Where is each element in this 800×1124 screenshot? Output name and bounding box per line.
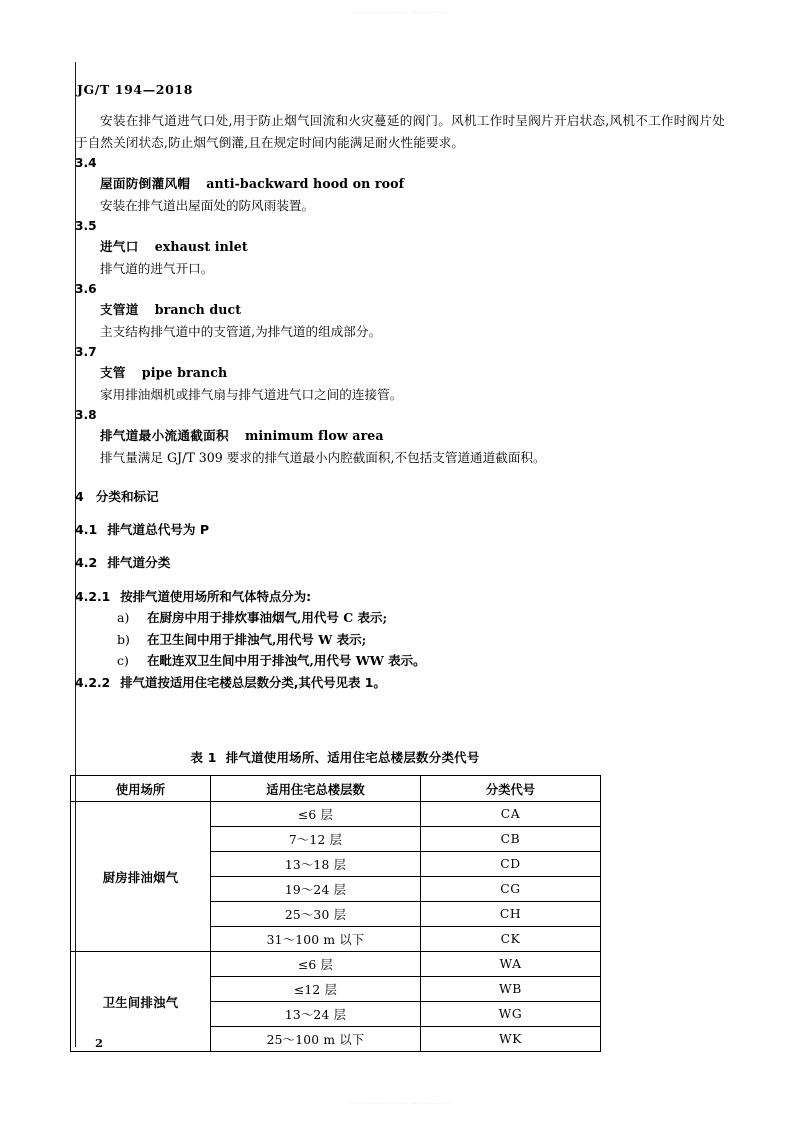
term-definition: 排气道的进气开口。 [100,260,214,276]
term-definition: 安装在排气道出屋面处的防风雨装置。 [100,197,315,213]
clause-4-2-2 [75,672,725,693]
list-item-letter: a) [117,610,130,625]
classification-table [70,775,601,1052]
table-header [71,776,601,802]
term-entry-3-8 [75,405,725,468]
table-caption-number: 表 1 [190,750,217,765]
term-name-cn: 进气口 [100,239,139,254]
term-entry-3-7 [75,342,725,405]
cell-code: CH [421,902,601,927]
section-number: 4 [75,489,84,504]
section-heading-4 [75,487,725,507]
table-body [71,802,601,1052]
table-row [71,802,601,827]
clause-text: 按排气道使用场所和气体特点分为: [120,589,312,604]
lettered-list [75,607,725,672]
column-header-floors: 适用住宅总楼层数 [211,776,421,802]
section-title: 分类和标记 [95,489,159,504]
cell-floors: ≤6 层 [211,802,421,827]
term-name-cn: 排气道最小流通截面积 [100,428,229,443]
list-item-text: 在毗连双卫生间中用于排浊气,用代号 WW 表示。 [147,653,426,668]
cell-code: WG [421,1002,601,1027]
term-heading [100,173,725,195]
running-head: JG/T 194—2018 [77,82,193,97]
cell-code: WK [421,1027,601,1052]
list-item-letter: b) [117,631,130,647]
heading-spacer [75,507,725,520]
term-name-en: exhaust inlet [154,239,248,254]
term-definition: 主支结构排气道中的支管道,为排气道的组成部分。 [100,323,382,339]
term-heading [100,236,725,258]
table-header-row [71,776,601,802]
list-item [117,607,725,629]
clause-number: 4.2.1 [75,589,111,604]
column-header-code: 分类代号 [421,776,601,802]
page-number: 2 [95,1036,104,1050]
cell-floors: ≤12 层 [211,977,421,1002]
table-row [71,952,601,977]
cell-code: CA [421,802,601,827]
list-item-text: 在厨房中用于排炊事油烟气,用代号 C 表示; [147,610,388,625]
term-name-en: anti-backward hood on roof [206,176,405,191]
section-title: 排气道总代号为 P [107,522,210,537]
clause-number: 4.2.2 [75,674,111,690]
clause-4-2-1 [75,586,725,607]
clause-number: 3.5 [75,219,97,233]
section-heading-4-2 [75,553,725,573]
cell-code: CG [421,877,601,902]
term-entry-3-6 [75,279,725,342]
section-number: 4.2 [75,555,98,570]
list-item [117,629,725,651]
heading-spacer [75,573,725,586]
term-name-cn: 支管道 [100,302,139,317]
section-number: 4.1 [75,522,98,537]
cell-floors: 7～12 层 [211,827,421,852]
term-definition: 排气量满足 GJ/T 309 要求的排气道最小内腔截面积,不包括支管道通道截面积。 [100,449,546,465]
list-item [117,650,725,672]
cell-floors: 19～24 层 [211,877,421,902]
watermark-top: ······················ ····· ··········· ······· [348,10,452,16]
cell-floors: ≤6 层 [211,952,421,977]
term-name-en: branch duct [154,302,242,317]
heading-spacer [75,540,725,553]
clause-number: 3.4 [75,156,97,170]
term-heading [100,299,725,321]
term-heading [100,362,725,384]
section-title: 排气道分类 [107,555,171,570]
watermark-bottom: ······················ ····· ··········· ······· [348,1101,452,1107]
term-entry-3-4 [75,153,725,216]
cell-floors: 25～100 m 以下 [211,1027,421,1052]
cell-code: CB [421,827,601,852]
term-definition: 家用排油烟机或排气扇与排气道进气口之间的连接管。 [100,386,403,402]
clause-number: 3.8 [75,408,97,422]
list-item-text: 在卫生间中用于排浊气,用代号 W 表示; [147,631,367,647]
clause-text: 排气道按适用住宅楼总层数分类,其代号见表 1。 [120,674,386,690]
cell-code: WA [421,952,601,977]
table-1-container [70,748,600,1052]
cell-floors: 25～30 层 [211,902,421,927]
clause-number: 3.7 [75,345,97,359]
intro-paragraph: 安装在排气道进气口处,用于防止烟气回流和火灾蔓延的阀门。风机工作时呈阀片开启状态,风机不工作时阀片处于自然关闭状态,防止烟气倒灌,且在规定时间内能满足耐火性能要求。 [75,113,725,150]
term-name-en: pipe branch [141,365,228,380]
cell-floors: 13～24 层 [211,1002,421,1027]
section-spacer [75,468,725,487]
section-heading-4-1 [75,520,725,540]
column-header-usage: 使用场所 [71,776,211,802]
term-name-cn: 支管 [100,365,126,380]
cell-floors: 31～100 m 以下 [211,927,421,952]
cell-code: CK [421,927,601,952]
table-caption-title: 排气道使用场所、适用住宅总楼层数分类代号 [225,750,480,765]
term-entry-3-5 [75,216,725,279]
cell-code: CD [421,852,601,877]
term-name-en: minimum flow area [244,428,384,443]
table-caption [70,748,600,766]
row-group-label-kitchen: 厨房排油烟气 [71,802,211,952]
clause-number: 3.6 [75,282,97,296]
term-name-cn: 屋面防倒灌风帽 [100,176,191,191]
row-group-label-bathroom: 卫生间排浊气 [71,952,211,1052]
body-text-block [75,110,725,693]
term-heading [100,425,725,447]
cell-floors: 13～18 层 [211,852,421,877]
list-item-letter: c) [117,653,129,668]
cell-code: WB [421,977,601,1002]
